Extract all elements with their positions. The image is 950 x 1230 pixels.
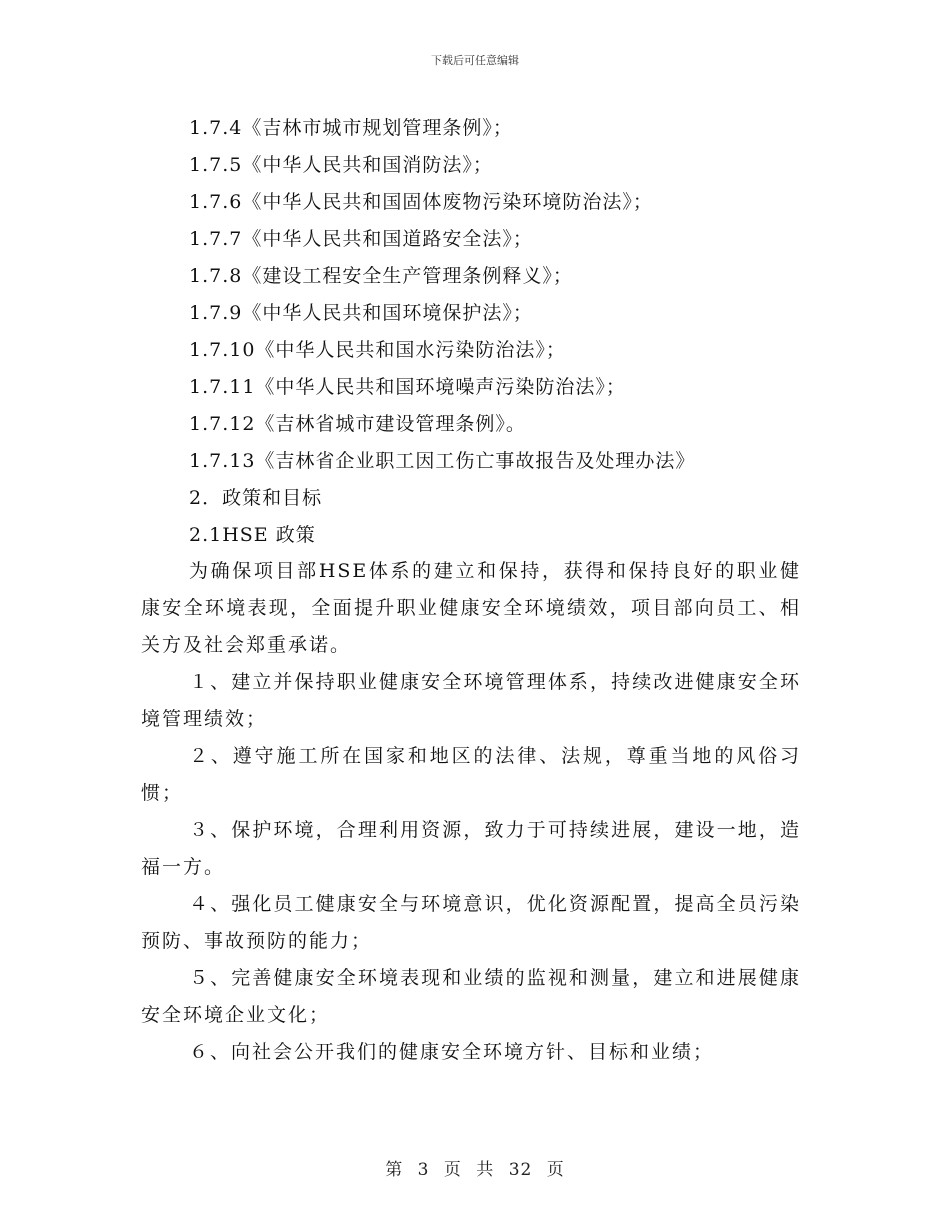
policy-intro-paragraph: 为确保项目部HSE体系的建立和保持，获得和保持良好的职业健康安全环境表现，全面提升职业健康安全环境绩效，项目部向员工、相关方及社会郑重承诺。	[141, 560, 801, 656]
regulation-item: 1.7.6《中华人民共和国固体废物污染环境防治法》；	[189, 191, 653, 213]
policy-item-4: ４、强化员工健康安全与环境意识，优化资源配置，提高全员污染预防、事故预防的能力；	[141, 893, 801, 952]
section-subheading: 2.1HSE 政策	[189, 524, 316, 546]
policy-item-2: ２、遵守施工所在国家和地区的法律、法规，尊重当地的风俗习惯；	[141, 745, 801, 804]
total-page-count: 32	[508, 1160, 533, 1180]
footer-page-word: 页	[443, 1160, 462, 1180]
footer-total-word: 页	[546, 1160, 565, 1180]
page-header-note: 下载后可任意编辑	[431, 54, 519, 67]
regulation-item: 1.7.13《吉林省企业职工因工伤亡事故报告及处理办法》	[189, 450, 696, 472]
policy-item-5: ５、完善健康安全环境表现和业绩的监视和测量，建立和进展健康安全环境企业文化；	[141, 967, 801, 1026]
footer-total-prefix: 共	[476, 1160, 495, 1180]
regulation-item: 1.7.7《中华人民共和国道路安全法》；	[189, 228, 533, 250]
footer-prefix: 第	[385, 1160, 404, 1180]
regulation-item: 1.7.10《中华人民共和国水污染防治法》；	[189, 339, 566, 361]
regulation-item: 1.7.4《吉林市城市规划管理条例》；	[189, 117, 513, 139]
regulation-item: 1.7.11《中华人民共和国环境噪声污染防治法》；	[189, 376, 626, 398]
current-page-number: 3	[417, 1160, 430, 1180]
policy-item-6: ６、向社会公开我们的健康安全环境方针、目标和业绩；	[189, 1041, 715, 1063]
page-number-footer	[0, 1155, 950, 1180]
policy-item-3: ３、保护环境，合理利用资源，致力于可持续进展，建设一地，造福一方。	[141, 819, 801, 878]
section-heading: 2．政策和目标	[189, 487, 323, 509]
regulation-item: 1.7.5《中华人民共和国消防法》；	[189, 154, 493, 176]
regulation-item: 1.7.9《中华人民共和国环境保护法》；	[189, 302, 533, 324]
regulation-item: 1.7.12《吉林省城市建设管理条例》。	[189, 413, 526, 435]
regulation-item: 1.7.8《建设工程安全生产管理条例释义》；	[189, 265, 573, 287]
policy-item-1: １、建立并保持职业健康安全环境管理体系，持续改进健康安全环境管理绩效；	[141, 671, 801, 730]
